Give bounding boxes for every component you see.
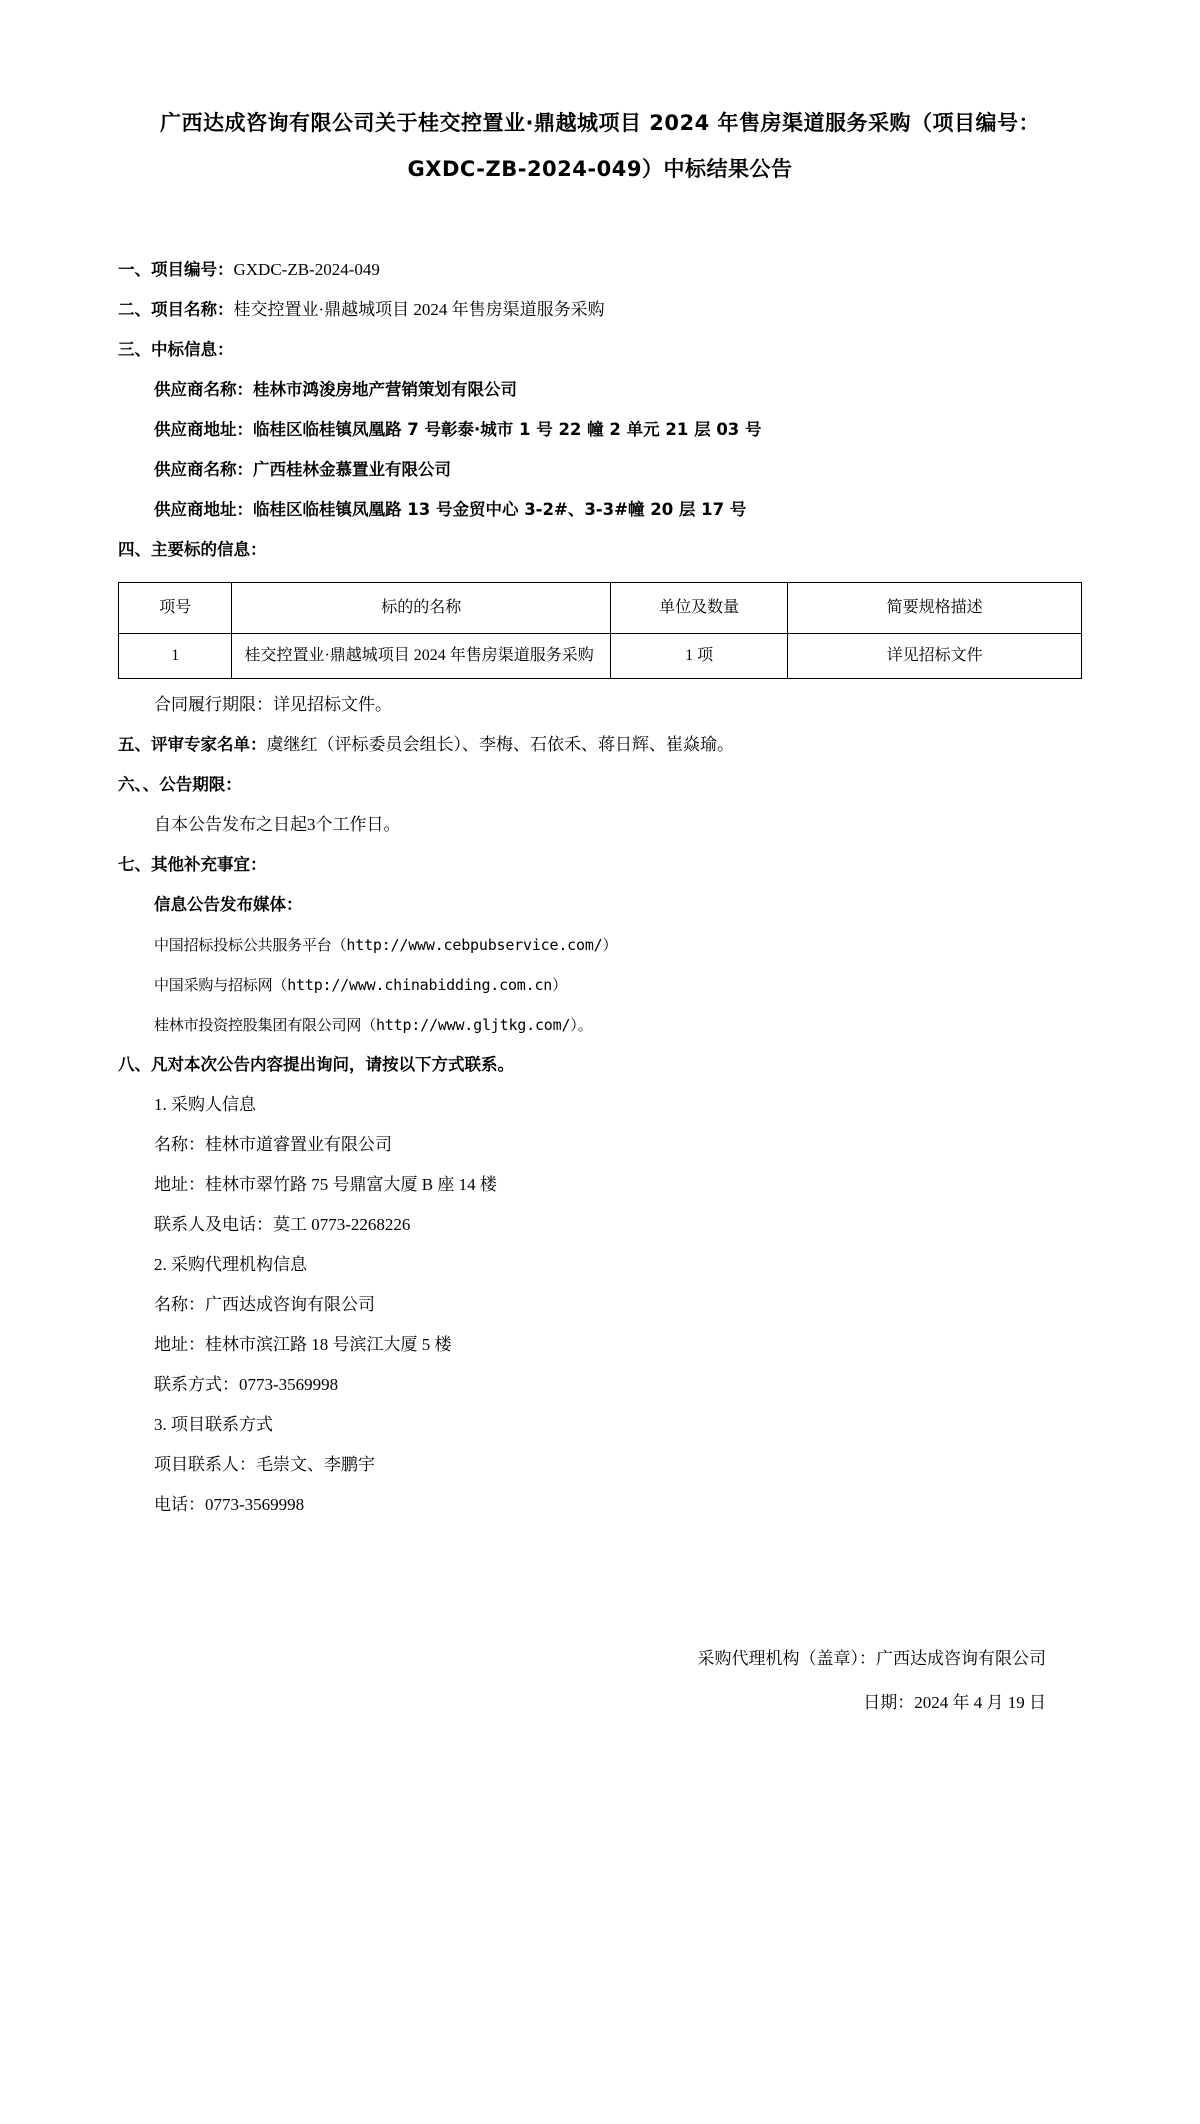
- supplier-address-2: [118, 490, 1082, 530]
- table-header-spec: 简要规格描述: [788, 583, 1082, 634]
- section-winner-info-heading: 三、中标信息：: [118, 340, 234, 359]
- page-title: 广西达成咨询有限公司关于桂交控置业·鼎越城项目 2024 年售房渠道服务采购（项目编号：GXDC-ZB-2024-049）中标结果公告: [159, 111, 1041, 181]
- cell-spec: 详见招标文件: [788, 634, 1082, 679]
- contact-group-2-title: 2. 采购代理机构信息: [154, 1255, 307, 1274]
- document-footer: [118, 1637, 1082, 1725]
- media-subheading: 信息公告发布媒体：: [154, 895, 303, 914]
- supplier-name-2-value: 广西桂林金慕置业有限公司: [253, 460, 451, 479]
- contact-group-2-item-1: 名称：广西达成咨询有限公司: [154, 1295, 375, 1314]
- section-project-number: [118, 250, 1082, 290]
- section-experts: [118, 725, 1082, 765]
- cell-item-no: 1: [119, 634, 232, 679]
- section-notice-period-value: 自本公告发布之日起3个工作日。: [154, 815, 401, 834]
- section-contact-heading: 八、凡对本次公告内容提出询问，请按以下方式联系。: [118, 1055, 514, 1074]
- section-notice-period-heading: 六、、公告期限：: [118, 775, 242, 794]
- section-project-number-value: GXDC-ZB-2024-049: [233, 260, 380, 279]
- supplier-name-2: [118, 450, 1082, 490]
- section-other-matters-heading: 七、其他补充事宜：: [118, 855, 267, 874]
- table-header-unit-qty: 单位及数量: [611, 583, 788, 634]
- supplier-name-1: [118, 370, 1082, 410]
- supplier-name-1-label: 供应商名称：: [154, 380, 253, 399]
- supplier-address-1-value: 临桂区临桂镇凤凰路 7 号彰泰·城市 1 号 22 幢 2 单元 21 层 03 号: [253, 420, 762, 439]
- contact-group-1-item-2: 地址：桂林市翠竹路 75 号鼎富大厦 B 座 14 楼: [154, 1175, 497, 1194]
- section-main-items-heading: 四、主要标的信息：: [118, 540, 267, 559]
- media-item-3: 桂林市投资控股集团有限公司网（http://www.gljtkg.com/）。: [154, 1016, 593, 1034]
- contact-group-1-item-1: 名称：桂林市道睿置业有限公司: [154, 1135, 392, 1154]
- table-row: [119, 634, 1082, 679]
- contact-group-1-title: 1. 采购人信息: [154, 1095, 256, 1114]
- section-project-name: [118, 290, 1082, 330]
- contact-group-3-item-2: 电话：0773-3569998: [154, 1495, 305, 1514]
- table-header-item-name: 标的的名称: [232, 583, 611, 634]
- cell-item-name: 桂交控置业·鼎越城项目 2024 年售房渠道服务采购: [232, 634, 611, 679]
- contact-group-1-item-3: 联系人及电话：莫工 0773-2268226: [154, 1215, 411, 1234]
- supplier-address-2-value: 临桂区临桂镇凤凰路 13 号金贸中心 3-2#、3-3#幢 20 层 17 号: [253, 500, 747, 519]
- supplier-address-1: [118, 410, 1082, 450]
- section-experts-value: 虞继红（评标委员会组长）、李梅、石依禾、蒋日辉、崔焱瑜。: [266, 735, 734, 754]
- document-body: [118, 250, 1082, 1525]
- section-experts-label: 五、评审专家名单：: [118, 735, 267, 754]
- footer-date: 日期：2024 年 4 月 19 日: [863, 1693, 1046, 1712]
- supplier-name-1-value: 桂林市鸿浚房地产营销策划有限公司: [253, 380, 517, 399]
- media-item-1: 中国招标投标公共服务平台（http://www.cebpubservice.com/）: [154, 936, 618, 954]
- main-items-table: [118, 582, 1082, 679]
- supplier-address-2-label: 供应商地址：: [154, 500, 253, 519]
- section-project-name-value: 桂交控置业·鼎越城项目 2024 年售房渠道服务采购: [233, 300, 605, 319]
- media-item-2: 中国采购与招标网（http://www.chinabidding.com.cn）: [154, 976, 567, 994]
- contact-group-2-item-3: 联系方式：0773-3569998: [154, 1375, 339, 1394]
- section-project-name-label: 二、项目名称：: [118, 300, 234, 319]
- contact-group-3-item-1: 项目联系人：毛崇文、李鹏宇: [154, 1455, 375, 1474]
- table-header-item-no: 项号: [119, 583, 232, 634]
- cell-unit-qty: 1 项: [611, 634, 788, 679]
- table-header-row: [119, 583, 1082, 634]
- contract-period-note: 合同履行期限：详见招标文件。: [154, 695, 392, 714]
- section-project-number-label: 一、项目编号：: [118, 260, 234, 279]
- supplier-name-2-label: 供应商名称：: [154, 460, 253, 479]
- footer-agency: 采购代理机构（盖章）：广西达成咨询有限公司: [697, 1649, 1046, 1668]
- contact-group-2-item-2: 地址：桂林市滨江路 18 号滨江大厦 5 楼: [154, 1335, 452, 1354]
- contact-group-3-title: 3. 项目联系方式: [154, 1415, 273, 1434]
- supplier-address-1-label: 供应商地址：: [154, 420, 253, 439]
